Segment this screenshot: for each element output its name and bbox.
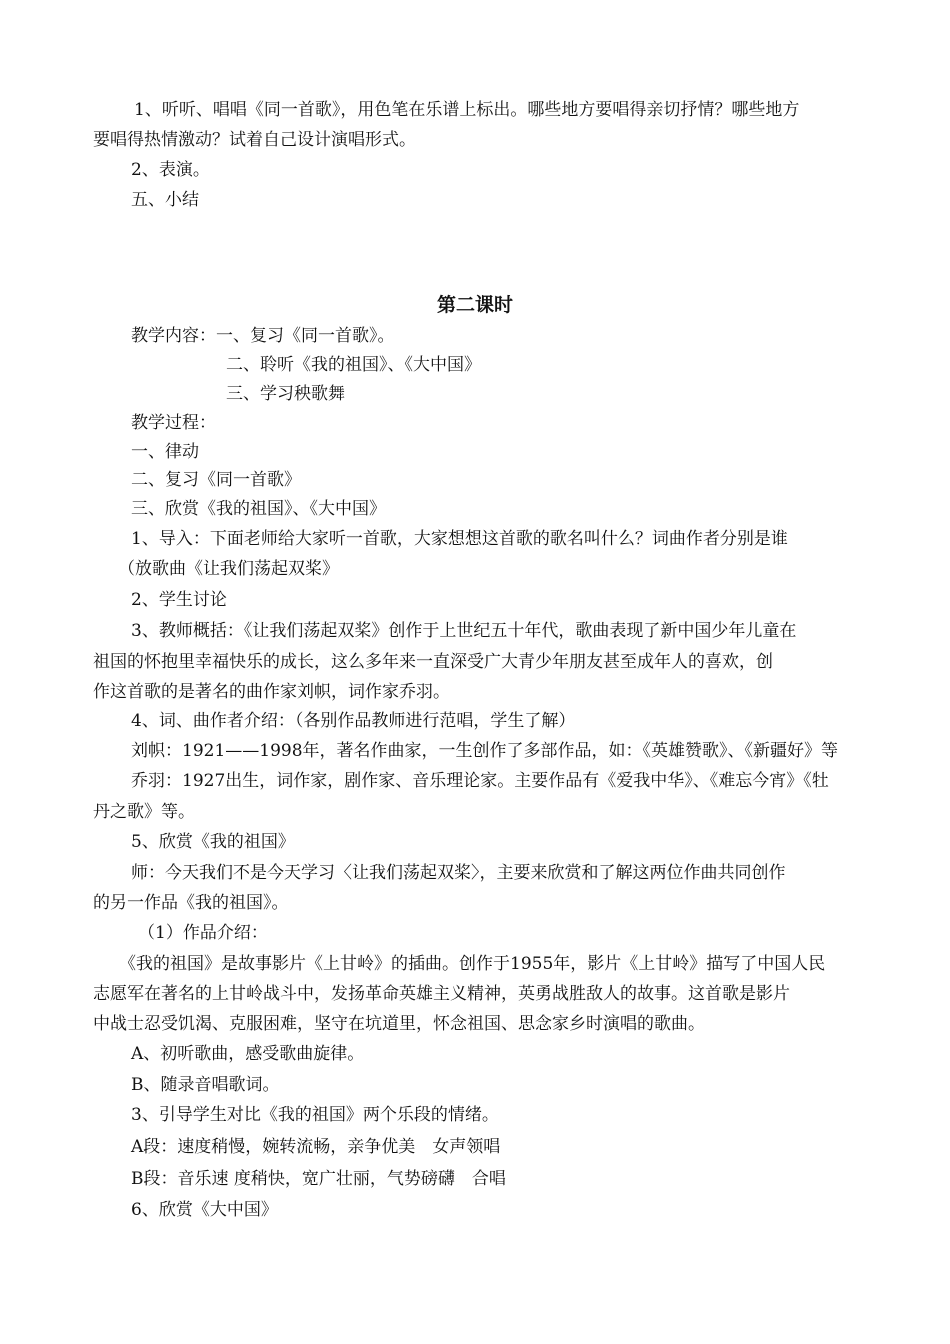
work-intro-line2: 志愿军在著名的上甘岭战斗中，发扬革命英雄主义精神，英勇战胜敌人的故事。这首歌是影片	[93, 984, 790, 1004]
item-discussion: 2、学生讨论	[131, 590, 227, 610]
step-compare: 3、引导学生对比《我的祖国》两个乐段的情绪。	[131, 1105, 499, 1125]
lyricist-qiaoyu-line2: 丹之歌》等。	[93, 802, 195, 822]
section-b-description: B段：音乐速 度稍快，宽广壮丽，气势磅礴 合唱	[131, 1169, 506, 1189]
teaching-content-item-3: 三、学习秧歌舞	[226, 384, 345, 404]
step-review: 二、复习《同一首歌》	[131, 470, 301, 490]
work-intro-line1: 《我的祖国》是故事影片《上甘岭》的插曲。创作于1955年，影片《上甘岭》描写了中国人民	[119, 954, 826, 974]
item-introduction-line1: 1、导入：下面老师给大家听一首歌，大家想想这首歌的歌名叫什么？词曲作者分别是谁	[131, 529, 788, 549]
section-a-description: A段：速度稍慢，婉转流畅，亲争优美 女声领唱	[131, 1137, 501, 1157]
item-authors: 4、词、曲作者介绍：（各别作品教师进行范唱，学生了解）	[131, 711, 576, 731]
item-summary-line2: 祖国的怀抱里幸福快乐的成长，这么多年来一直深受广大青少年朋友甚至成年人的喜欢，创	[93, 652, 773, 672]
teaching-content-label: 教学内容：一、复习《同一首歌》。	[131, 326, 395, 346]
teaching-content-item-2: 二、聆听《我的祖国》、《大中国》	[226, 355, 481, 375]
paragraph-sing-instructions-line2: 要唱得热情激动？试着自己设计演唱形式。	[93, 130, 416, 150]
item-appreciate-big-china: 6、欣赏《大中国》	[131, 1200, 278, 1220]
teacher-remark-line1: 师：今天我们不是今天学习〈让我们荡起双桨〉，主要来欣赏和了解这两位作曲共同创作	[131, 863, 786, 883]
step-sing-along: B、随录音唱歌词。	[131, 1075, 280, 1095]
step-first-listen: A、初听歌曲，感受歌曲旋律。	[131, 1044, 365, 1064]
paragraph-sing-instructions-line1: 1、听听、唱唱《同一首歌》，用色笔在乐谱上标出。哪些地方要唱得亲切抒情？哪些地方	[134, 100, 800, 120]
composer-liuzhi: 刘帜：1921——1998年，著名作曲家，一生创作了多部作品，如：《英雄赞歌》、《新疆好》等	[131, 741, 839, 761]
work-intro-label: （1）作品介绍：	[138, 923, 268, 943]
lyricist-qiaoyu-line1: 乔羽：1927出生，词作家，剧作家、音乐理论家。主要作品有《爱我中华》、《难忘今宵》《牡	[131, 771, 829, 791]
step-appreciate: 三、欣赏《我的祖国》、《大中国》	[131, 499, 386, 519]
item-appreciate-motherland: 5、欣赏《我的祖国》	[131, 832, 295, 852]
item-summary-line1: 3、教师概括：《让我们荡起双桨》创作于上世纪五十年代，歌曲表现了新中国少年儿童在	[131, 621, 797, 641]
paragraph-perform: 2、表演。	[131, 160, 210, 180]
heading-summary: 五、小结	[131, 190, 199, 210]
lesson-title: 第二课时	[436, 294, 513, 316]
item-summary-line3: 作这首歌的是著名的曲作家刘帜，词作家乔羽。	[93, 682, 450, 702]
step-rhythm: 一、律动	[131, 442, 199, 462]
teacher-remark-line2: 的另一作品《我的祖国》。	[93, 893, 289, 913]
teaching-process-label: 教学过程：	[131, 413, 216, 433]
item-introduction-line2: （放歌曲《让我们荡起双桨》	[118, 559, 339, 579]
work-intro-line3: 中战士忍受饥渴、克服困难，坚守在坑道里，怀念祖国、思念家乡时演唱的歌曲。	[93, 1014, 705, 1034]
